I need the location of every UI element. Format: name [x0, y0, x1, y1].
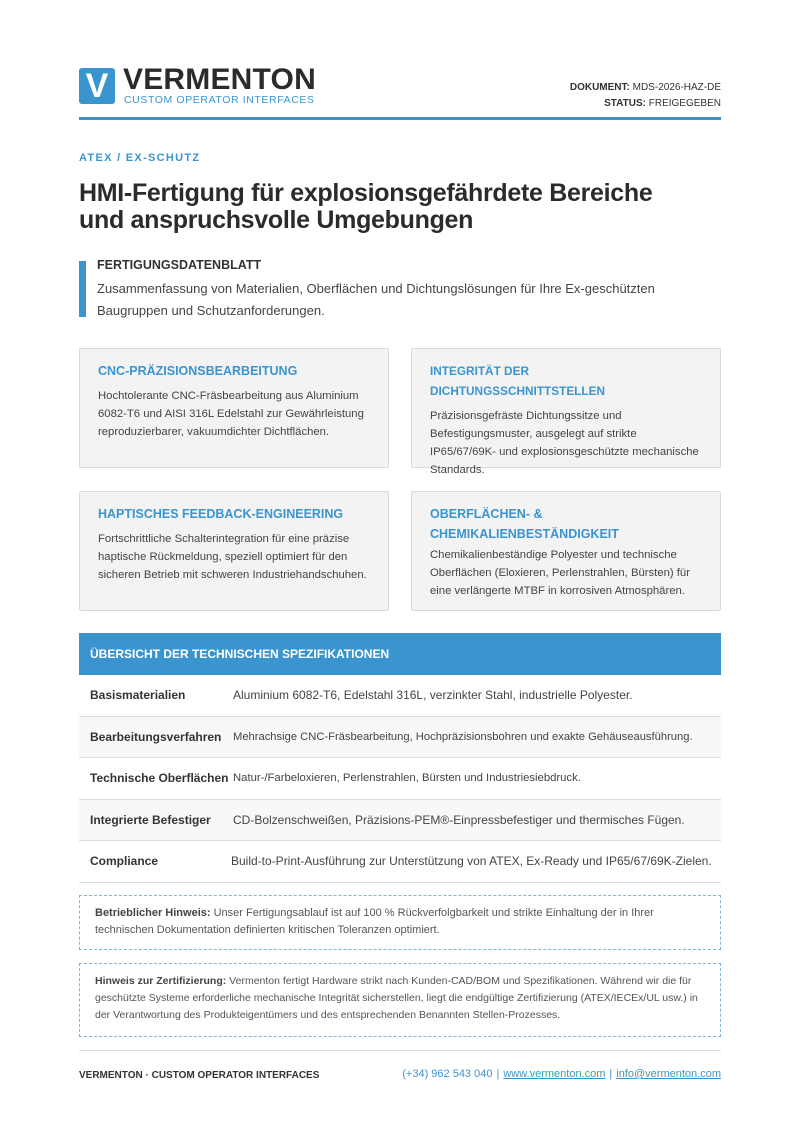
spec-value: Natur-/Farbeloxieren, Perlenstrahlen, Bürsten und Industriesiebdruck. [233, 772, 581, 784]
footer-email-link[interactable]: info@vermenton.com [616, 1068, 721, 1080]
table-row [79, 800, 721, 842]
separator: | [496, 1068, 500, 1080]
card-text: Präzisionsgefräste Dichtungssitze und Befestigungsmuster, ausgelegt auf strikte IP65/67/69K- und explosionsgeschützte mechanische Standards. [430, 410, 699, 476]
spec-table-heading: ÜBERSICHT DER TECHNISCHEN SPEZIFIKATIONEN [79, 633, 721, 675]
document-label: DOKUMENT: [569, 82, 630, 93]
page-title [79, 180, 729, 234]
footer-website-link[interactable]: www.vermenton.com [503, 1068, 606, 1080]
card-title: OBERFLÄCHEN- & CHEMIKALIENBESTÄNDIGKEIT [430, 507, 619, 541]
spec-value: Aluminium 6082-T6, Edelstahl 316L, verzinkter Stahl, industrielle Polyester. [233, 688, 633, 702]
intro-block [79, 258, 721, 318]
feature-card-sealing [411, 348, 721, 476]
feature-card-haptic [79, 491, 389, 611]
header-divider [79, 117, 721, 120]
page-header [79, 63, 721, 117]
feature-card-surface [411, 491, 721, 611]
spec-value: CD-Bolzenschweißen, Präzisions-PEM®-Einpressbefestiger und thermisches Fügen. [233, 812, 685, 827]
card-title: HAPTISCHES FEEDBACK-ENGINEERING [98, 507, 344, 521]
spec-label: Bearbeitungsverfahren [90, 729, 222, 744]
document-meta [570, 80, 721, 112]
note-label: Hinweis zur Zertifizierung: [95, 975, 227, 987]
title-line-1: HMI-Fertigung für explosionsgefährdete Bereiche [79, 179, 653, 207]
footer-phone[interactable]: (+34) 962 543 040 [402, 1068, 493, 1080]
spec-table-body [79, 675, 721, 883]
feature-card-cnc [79, 348, 389, 468]
spec-label: Integrierte Befestiger [90, 812, 211, 827]
logo-icon: V [79, 68, 115, 104]
brand-name: VERMENTON [123, 63, 316, 96]
table-row [79, 675, 721, 717]
spec-value: Mehrachsige CNC-Fräsbearbeitung, Hochpräzisionsbohren und exakte Gehäuseausführung. [233, 730, 693, 743]
intro-text: Zusammenfassung von Materialien, Oberflächen und Dichtungslösungen für Ihre Ex-geschützten Baugruppen und Schutzanforderungen. [97, 281, 655, 318]
footer-company: VERMENTON · CUSTOM OPERATOR INTERFACES [79, 1070, 320, 1081]
intro-title: FERTIGUNGSDATENBLATT [97, 258, 262, 272]
footer-divider [79, 1050, 721, 1051]
spec-label: Basismaterialien [90, 688, 186, 702]
card-text: Chemikalienbeständige Polyester und technische Oberflächen (Eloxieren, Perlenstrahlen, Bürsten) für eine verlängerte MTBF in korrosiven Atmosphären. [430, 549, 690, 597]
spec-label: Compliance [90, 854, 159, 868]
spec-label: Technische Oberflächen [90, 771, 229, 785]
document-id [570, 80, 721, 96]
card-title: INTEGRITÄT DER DICHTUNGSSCHNITTSTELLEN [430, 364, 605, 398]
table-row [79, 717, 721, 759]
separator: | [609, 1068, 613, 1080]
certification-note [79, 963, 721, 1037]
note-label: Betrieblicher Hinweis: [95, 907, 211, 919]
status-label: STATUS: [604, 98, 646, 109]
document-value: MDS-2026-HAZ-DE [632, 82, 721, 93]
category-eyebrow: ATEX / EX-SCHUTZ [79, 152, 201, 164]
intro-accent-bar [79, 261, 86, 317]
note-text: Unser Fertigungsablauf ist auf 100 % Rückverfolgbarkeit und strikte Einhaltung der in Ihrer technischen Dokumentation definierten kritischen Toleranzen optimiert. [95, 907, 654, 936]
table-row [79, 841, 721, 883]
card-text: Hochtolerante CNC-Fräsbearbeitung aus Aluminium 6082-T6 und AISI 316L Edelstahl zur Gewährleistung reproduzierbarer, vakuumdichter Dichtflächen. [98, 390, 364, 438]
operational-note [79, 895, 721, 950]
note-text: Vermenton fertigt Hardware strikt nach Kunden-CAD/BOM und Spezifikationen. Während wir die für geschützte Systeme erforderliche mechanische Integrität sicherstellen, liegt die endgültige Zertifizierung (ATEX/IECEx/UL usw.) in der Verantwortung des Produkteigentümers und des entsprechenden Benannten Stellen-Prozesses. [95, 975, 698, 1021]
spec-value: Build-to-Print-Ausführung zur Unterstützung von ATEX, Ex-Ready und IP65/67/69K-Zielen. [231, 854, 712, 868]
spec-table [79, 633, 721, 883]
footer-contact [402, 1068, 721, 1080]
document-status [570, 96, 721, 112]
card-text: Fortschrittliche Schalterintegration für eine präzise haptische Rückmeldung, speziell optimiert für den sicheren Betrieb mit schweren Industriehandschuhen. [98, 533, 367, 581]
title-line-2: und anspruchsvolle Umgebungen [79, 206, 474, 234]
table-row [79, 758, 721, 800]
brand-tagline: CUSTOM OPERATOR INTERFACES [124, 94, 315, 106]
card-title: CNC-PRÄZISIONSBEARBEITUNG [98, 364, 298, 378]
status-value: FREIGEGEBEN [648, 98, 721, 109]
